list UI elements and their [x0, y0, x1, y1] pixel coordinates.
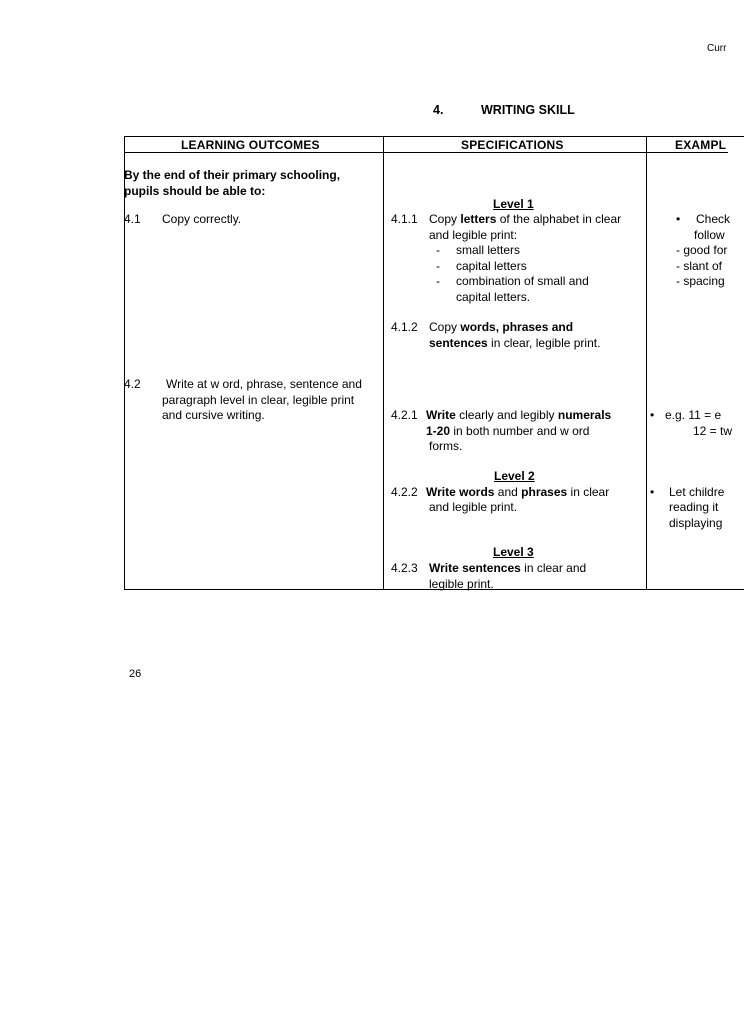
spec-4-2-1-line-1: Write clearly and legibly numerals [426, 408, 612, 422]
spec-4-2-3-number: 4.2.3 [391, 561, 418, 575]
outcome-4-1-number: 4.1 [124, 212, 141, 226]
spec-4-2-2-line-2: and legible print. [429, 500, 518, 514]
example-3-bullet: • [650, 485, 655, 499]
spec-dash-2: - [436, 259, 440, 273]
outcome-4-2-line-1: Write at w ord, phrase, sentence and [166, 377, 362, 391]
level-1-heading: Level 1 [493, 197, 534, 211]
outcome-4-2-line-2: paragraph level in clear, legible print [162, 393, 355, 407]
header-row-divider [124, 152, 728, 153]
running-header: Curr [707, 43, 727, 54]
spec-4-1-1-line-1: Copy letters of the alphabet in clear [429, 212, 622, 226]
spec-4-1-2-line-2: sentences in clear, legible print. [429, 336, 601, 350]
column-header-examples: EXAMPL [675, 138, 727, 152]
outcome-4-1-text: Copy correctly. [162, 212, 242, 226]
example-2-bullet: • [650, 408, 655, 422]
example-1-line-1: Check [696, 212, 731, 226]
spec-item-combination-cont: capital letters. [456, 290, 531, 304]
column-divider-2 [646, 136, 647, 590]
spec-4-1-1-number: 4.1.1 [391, 212, 418, 226]
spec-4-2-1-number: 4.2.1 [391, 408, 418, 422]
spec-item-capital-letters: capital letters [456, 259, 527, 273]
example-2-line-1: e.g. 11 = e [665, 408, 722, 422]
example-1-item-3: - spacing [676, 274, 725, 288]
outcome-4-2-line-3: and cursive writing. [162, 408, 265, 422]
level-3-heading: Level 3 [493, 545, 534, 559]
column-header-outcomes: LEARNING OUTCOMES [181, 138, 320, 152]
spec-4-2-1-line-3: forms. [429, 439, 463, 453]
section-title [433, 103, 575, 117]
section-number: 4. [433, 103, 444, 117]
spec-4-2-2-line-1: Write words and phrases in clear [426, 485, 610, 499]
spec-4-1-2-line-1: Copy words, phrases and [429, 320, 574, 334]
spec-dash-1: - [436, 243, 440, 257]
example-1-bullet: • [676, 212, 681, 226]
example-1-item-1: - good for [676, 243, 728, 257]
spec-4-2-3-line-1: Write sentences in clear and [429, 561, 587, 575]
spec-item-combination: combination of small and [456, 274, 589, 288]
intro-line-2: pupils should be able to: [124, 184, 266, 198]
curriculum-table [124, 136, 744, 590]
spec-dash-3: - [436, 274, 440, 288]
page-number: 26 [129, 668, 142, 680]
spec-4-2-1-line-2: 1-20 in both number and w ord [426, 424, 590, 438]
example-3-line-3: displaying [669, 516, 723, 530]
example-1-item-2: - slant of [676, 259, 723, 273]
column-header-specifications: SPECIFICATIONS [461, 138, 564, 152]
spec-4-2-2-number: 4.2.2 [391, 485, 418, 499]
example-3-line-1: Let childre [669, 485, 725, 499]
spec-item-small-letters: small letters [456, 243, 521, 257]
level-2-heading: Level 2 [494, 469, 535, 483]
outcome-4-2-number: 4.2 [124, 377, 141, 391]
example-1-line-2: follow [694, 228, 725, 242]
spec-4-1-1-line-2: and legible print: [429, 228, 518, 242]
example-2-line-2: 12 = tw [693, 424, 733, 438]
spec-4-1-2-number: 4.1.2 [391, 320, 418, 334]
section-title-text: WRITING SKILL [481, 103, 575, 117]
column-divider-1 [383, 136, 384, 590]
intro-line-1: By the end of their primary schooling, [124, 168, 341, 182]
spec-4-2-3-line-2: legible print. [429, 577, 494, 591]
example-3-line-2: reading it [669, 500, 719, 514]
